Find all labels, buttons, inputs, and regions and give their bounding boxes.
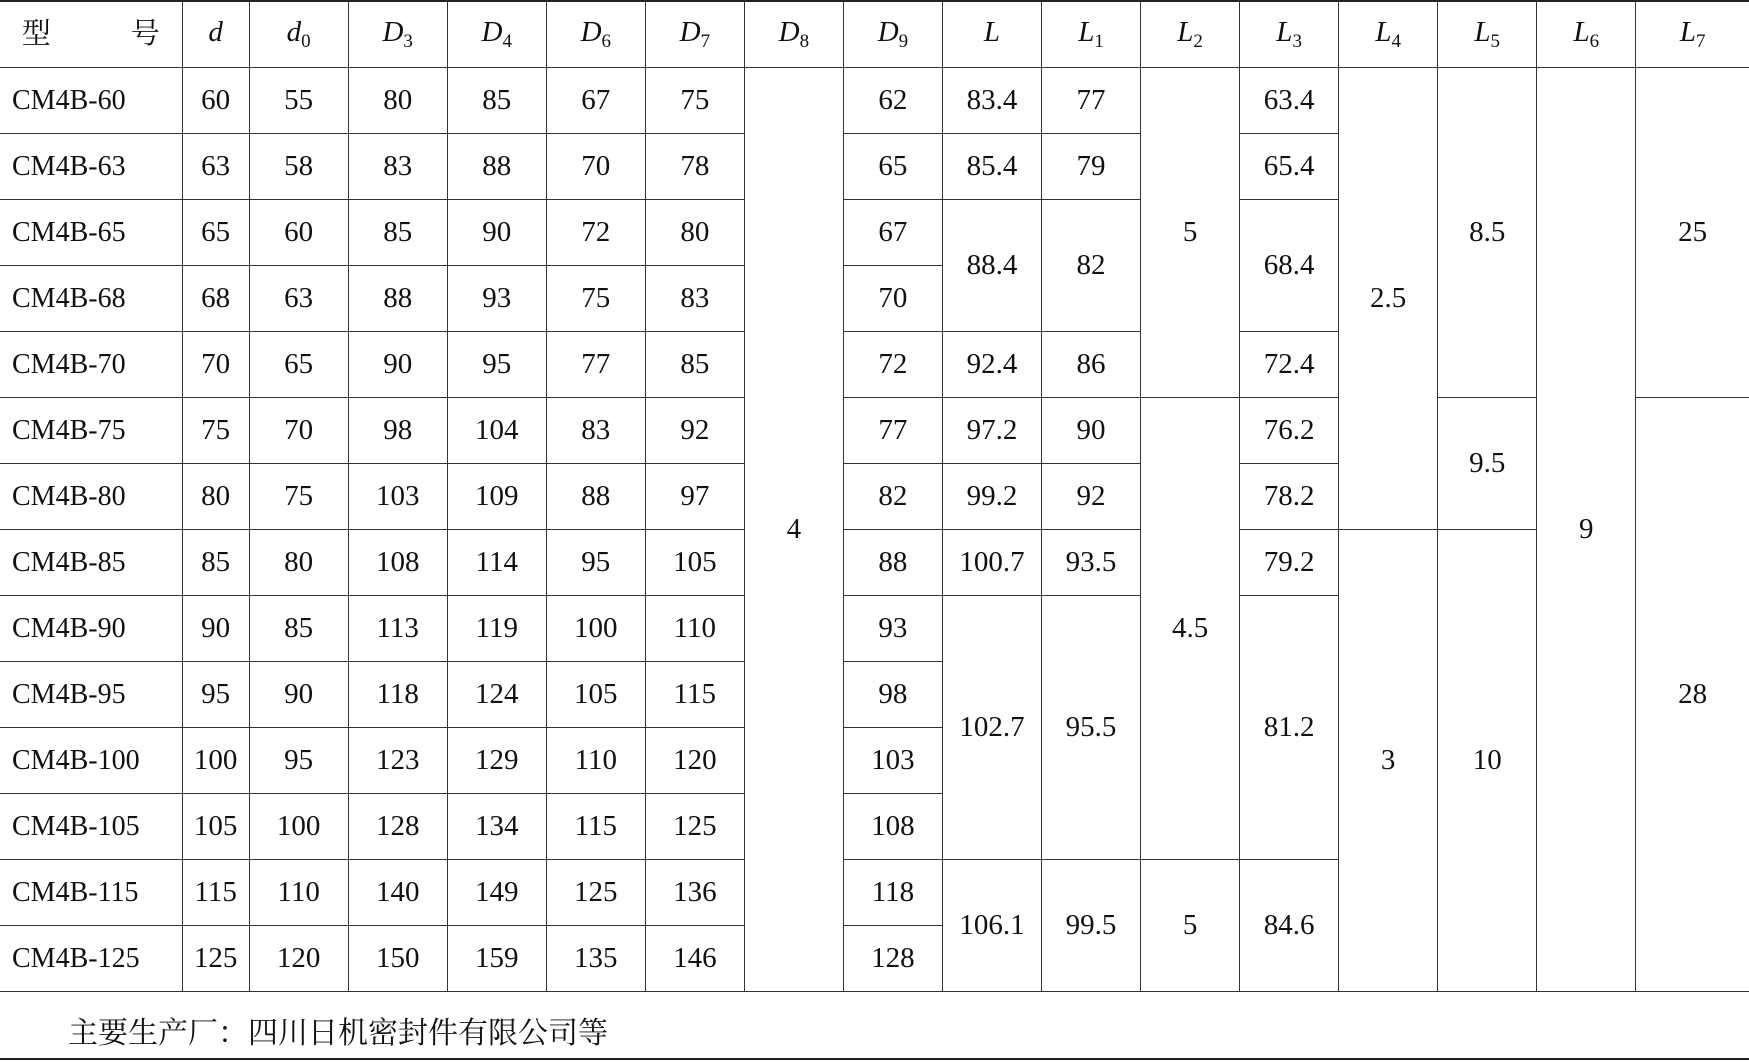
cell-L: 99.2 <box>942 464 1041 530</box>
cell-D3: 150 <box>348 926 447 992</box>
cell-D3: 140 <box>348 860 447 926</box>
manufacturer-text: 主要生产厂：四川日机密封件有限公司等 <box>68 1016 608 1051</box>
cell-d: 63 <box>182 134 249 200</box>
cell-D7: 85 <box>645 332 744 398</box>
cell-L: 100.7 <box>942 530 1041 596</box>
cell-d0: 85 <box>249 596 348 662</box>
cell-D9: 108 <box>843 794 942 860</box>
cell-L1-merged: 82 <box>1042 200 1141 332</box>
cell-D7: 125 <box>645 794 744 860</box>
cell-L1: 77 <box>1042 68 1141 134</box>
cell-D3: 103 <box>348 464 447 530</box>
cell-model: CM4B-65 <box>0 200 182 266</box>
cell-D3: 108 <box>348 530 447 596</box>
cell-model: CM4B-80 <box>0 464 182 530</box>
cell-model: CM4B-70 <box>0 332 182 398</box>
cell-D7: 78 <box>645 134 744 200</box>
cell-D6: 70 <box>546 134 645 200</box>
cell-d: 68 <box>182 266 249 332</box>
header-D9: $D_9$ <box>843 1 942 68</box>
cell-D9: 67 <box>843 200 942 266</box>
cell-D6: 105 <box>546 662 645 728</box>
cell-D6: 110 <box>546 728 645 794</box>
cell-D6: 67 <box>546 68 645 134</box>
cell-model: CM4B-90 <box>0 596 182 662</box>
cell-D4: 114 <box>447 530 546 596</box>
cell-model: CM4B-60 <box>0 68 182 134</box>
cell-D7: 136 <box>645 860 744 926</box>
cell-D6: 100 <box>546 596 645 662</box>
cell-D7: 92 <box>645 398 744 464</box>
header-D6: $D_6$ <box>546 1 645 68</box>
cell-D6: 115 <box>546 794 645 860</box>
header-L4: $L_4$ <box>1339 1 1438 68</box>
cell-D4: 85 <box>447 68 546 134</box>
cell-D9: 93 <box>843 596 942 662</box>
cell-D4: 134 <box>447 794 546 860</box>
cell-D3: 113 <box>348 596 447 662</box>
cell-D9: 88 <box>843 530 942 596</box>
cell-L4-merged: 2.5 <box>1339 68 1438 530</box>
cell-L3: 65.4 <box>1240 134 1339 200</box>
cell-L1: 79 <box>1042 134 1141 200</box>
header-row <box>0 1 1749 68</box>
cell-L: 83.4 <box>942 68 1041 134</box>
table-row <box>0 530 1749 596</box>
cell-d0: 80 <box>249 530 348 596</box>
cell-D7: 120 <box>645 728 744 794</box>
cell-L3: 79.2 <box>1240 530 1339 596</box>
header-L6: $L_6$ <box>1537 1 1636 68</box>
cell-D7: 105 <box>645 530 744 596</box>
cell-L-merged: 102.7 <box>942 596 1041 860</box>
cell-d: 115 <box>182 860 249 926</box>
cell-model: CM4B-75 <box>0 398 182 464</box>
cell-D6: 77 <box>546 332 645 398</box>
cell-D9: 62 <box>843 68 942 134</box>
header-L5: $L_5$ <box>1438 1 1537 68</box>
cell-model: CM4B-95 <box>0 662 182 728</box>
cell-L3: 72.4 <box>1240 332 1339 398</box>
cell-model: CM4B-115 <box>0 860 182 926</box>
cell-L1: 86 <box>1042 332 1141 398</box>
cell-model: CM4B-63 <box>0 134 182 200</box>
cell-D9: 77 <box>843 398 942 464</box>
cell-d0: 60 <box>249 200 348 266</box>
header-D7: $D_7$ <box>645 1 744 68</box>
cell-model: CM4B-125 <box>0 926 182 992</box>
cell-d: 75 <box>182 398 249 464</box>
cell-D3: 88 <box>348 266 447 332</box>
cell-D8-merged: 4 <box>744 68 843 992</box>
cell-D3: 128 <box>348 794 447 860</box>
cell-D3: 118 <box>348 662 447 728</box>
cell-D3: 80 <box>348 68 447 134</box>
cell-D7: 83 <box>645 266 744 332</box>
cell-L6-merged: 9 <box>1537 68 1636 992</box>
cell-L2-merged: 5 <box>1141 860 1240 992</box>
table-row <box>0 68 1749 134</box>
header-model: 型 号 <box>0 1 182 68</box>
cell-d: 100 <box>182 728 249 794</box>
cell-L3: 76.2 <box>1240 398 1339 464</box>
cell-L3-merged: 68.4 <box>1240 200 1339 332</box>
header-d0: $d_0$ <box>249 1 348 68</box>
cell-d0: 63 <box>249 266 348 332</box>
header-L: L <box>942 1 1041 68</box>
cell-d0: 65 <box>249 332 348 398</box>
cell-d0: 75 <box>249 464 348 530</box>
cell-D3: 98 <box>348 398 447 464</box>
cell-d0: 100 <box>249 794 348 860</box>
cell-D9: 72 <box>843 332 942 398</box>
cell-d: 80 <box>182 464 249 530</box>
cell-D4: 129 <box>447 728 546 794</box>
cell-D7: 115 <box>645 662 744 728</box>
cell-d: 65 <box>182 200 249 266</box>
cell-D7: 97 <box>645 464 744 530</box>
cell-D9: 70 <box>843 266 942 332</box>
cell-D3: 123 <box>348 728 447 794</box>
header-d: d <box>182 1 249 68</box>
cell-L5-merged: 8.5 <box>1438 68 1537 398</box>
cell-L3: 63.4 <box>1240 68 1339 134</box>
cell-model: CM4B-85 <box>0 530 182 596</box>
cell-L3-merged: 84.6 <box>1240 860 1339 992</box>
cell-D4: 88 <box>447 134 546 200</box>
cell-D4: 109 <box>447 464 546 530</box>
cell-L: 92.4 <box>942 332 1041 398</box>
cell-L1-merged: 99.5 <box>1042 860 1141 992</box>
cell-D9: 65 <box>843 134 942 200</box>
cell-L3-merged: 81.2 <box>1240 596 1339 860</box>
cell-D7: 75 <box>645 68 744 134</box>
header-L7: $L_7$ <box>1636 1 1749 68</box>
cell-d: 85 <box>182 530 249 596</box>
cell-d0: 70 <box>249 398 348 464</box>
cell-D6: 83 <box>546 398 645 464</box>
header-D8: $D_8$ <box>744 1 843 68</box>
cell-d0: 110 <box>249 860 348 926</box>
cell-d: 125 <box>182 926 249 992</box>
cell-L1-merged: 95.5 <box>1042 596 1141 860</box>
cell-L5-merged: 10 <box>1438 530 1537 992</box>
cell-D4: 93 <box>447 266 546 332</box>
cell-model: CM4B-68 <box>0 266 182 332</box>
cell-D4: 95 <box>447 332 546 398</box>
cell-L3: 78.2 <box>1240 464 1339 530</box>
table-row <box>0 398 1749 464</box>
cell-d0: 55 <box>249 68 348 134</box>
cell-D9: 118 <box>843 860 942 926</box>
cell-D9: 98 <box>843 662 942 728</box>
cell-L-merged: 106.1 <box>942 860 1041 992</box>
cell-d: 60 <box>182 68 249 134</box>
cell-D6: 72 <box>546 200 645 266</box>
cell-D4: 90 <box>447 200 546 266</box>
cell-D4: 119 <box>447 596 546 662</box>
cell-D6: 135 <box>546 926 645 992</box>
cell-D3: 90 <box>348 332 447 398</box>
cell-D4: 149 <box>447 860 546 926</box>
manufacturer-note <box>0 994 1749 1060</box>
cell-D9: 82 <box>843 464 942 530</box>
cell-L1: 93.5 <box>1042 530 1141 596</box>
cell-D7: 80 <box>645 200 744 266</box>
header-D4: $D_4$ <box>447 1 546 68</box>
cell-d: 95 <box>182 662 249 728</box>
header-L2: $L_2$ <box>1141 1 1240 68</box>
cell-L7-merged: 25 <box>1636 68 1749 398</box>
cell-D9: 103 <box>843 728 942 794</box>
cell-L1: 90 <box>1042 398 1141 464</box>
cell-L: 85.4 <box>942 134 1041 200</box>
cell-d: 90 <box>182 596 249 662</box>
header-L3: $L_3$ <box>1240 1 1339 68</box>
cell-L1: 92 <box>1042 464 1141 530</box>
cell-L7-merged: 28 <box>1636 398 1749 992</box>
cell-D6: 95 <box>546 530 645 596</box>
cell-L2-merged: 4.5 <box>1141 398 1240 860</box>
cell-L2-merged: 5 <box>1141 68 1240 398</box>
cell-L-merged: 88.4 <box>942 200 1041 332</box>
header-L1: $L_1$ <box>1042 1 1141 68</box>
cell-D6: 75 <box>546 266 645 332</box>
cell-D7: 146 <box>645 926 744 992</box>
cell-L5-merged: 9.5 <box>1438 398 1537 530</box>
cell-model: CM4B-100 <box>0 728 182 794</box>
cell-d0: 90 <box>249 662 348 728</box>
cell-d: 70 <box>182 332 249 398</box>
cell-D6: 88 <box>546 464 645 530</box>
header-D3: $D_3$ <box>348 1 447 68</box>
cell-D9: 128 <box>843 926 942 992</box>
cell-D6: 125 <box>546 860 645 926</box>
cell-d: 105 <box>182 794 249 860</box>
cell-D3: 83 <box>348 134 447 200</box>
cell-D7: 110 <box>645 596 744 662</box>
cell-D4: 159 <box>447 926 546 992</box>
cell-d0: 58 <box>249 134 348 200</box>
cell-d0: 95 <box>249 728 348 794</box>
cell-model: CM4B-105 <box>0 794 182 860</box>
cell-d0: 120 <box>249 926 348 992</box>
cell-D3: 85 <box>348 200 447 266</box>
cell-D4: 104 <box>447 398 546 464</box>
cell-L4-merged: 3 <box>1339 530 1438 992</box>
cell-D4: 124 <box>447 662 546 728</box>
cell-L: 97.2 <box>942 398 1041 464</box>
